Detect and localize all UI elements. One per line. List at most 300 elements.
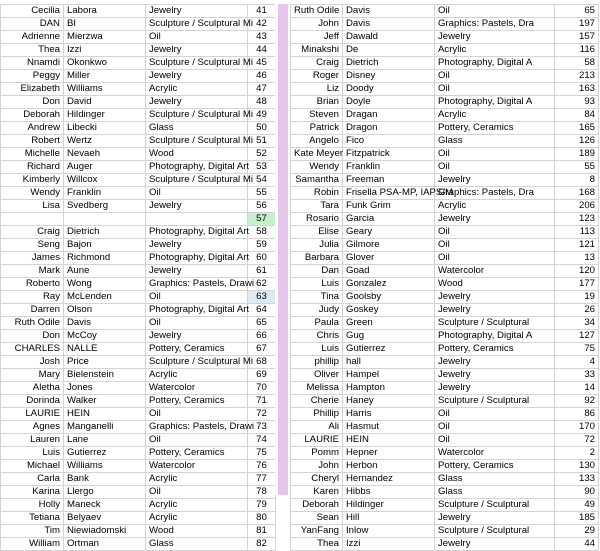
number-cell[interactable]: 213 bbox=[555, 70, 599, 83]
number-cell[interactable]: 63 bbox=[248, 291, 276, 304]
number-cell[interactable]: 65 bbox=[248, 317, 276, 330]
first-name-cell[interactable]: Lauren bbox=[1, 434, 64, 447]
medium-cell[interactable]: Photography, Digital A bbox=[435, 96, 555, 109]
first-name-cell[interactable]: Deborah bbox=[1, 109, 64, 122]
last-name-cell[interactable]: Freeman bbox=[343, 174, 435, 187]
first-name-cell[interactable]: Wendy bbox=[291, 161, 343, 174]
first-name-cell[interactable]: Dan bbox=[291, 265, 343, 278]
medium-cell[interactable]: Oil bbox=[435, 421, 555, 434]
number-cell[interactable]: 4 bbox=[555, 356, 599, 369]
first-name-cell[interactable]: William bbox=[1, 538, 64, 551]
last-name-cell[interactable]: Green bbox=[343, 317, 435, 330]
last-name-cell[interactable]: Inlow bbox=[343, 525, 435, 538]
last-name-cell[interactable]: Gutierrez bbox=[343, 343, 435, 356]
last-name-cell[interactable]: Auger bbox=[64, 161, 146, 174]
last-name-cell[interactable]: Hildinger bbox=[64, 109, 146, 122]
first-name-cell[interactable]: Judy bbox=[291, 304, 343, 317]
number-cell[interactable]: 206 bbox=[555, 200, 599, 213]
medium-cell[interactable]: Jewelry bbox=[146, 330, 248, 343]
medium-cell[interactable]: Sculpture / Sculptural bbox=[435, 525, 555, 538]
first-name-cell[interactable]: Elizabeth bbox=[1, 83, 64, 96]
medium-cell[interactable]: Graphics: Pastels, Drawi bbox=[146, 421, 248, 434]
medium-cell[interactable]: Pottery, Ceramics bbox=[435, 460, 555, 473]
first-name-cell[interactable]: Steven bbox=[291, 109, 343, 122]
last-name-cell[interactable]: Dietrich bbox=[64, 226, 146, 239]
medium-cell[interactable]: Photography, Digital A bbox=[435, 330, 555, 343]
last-name-cell[interactable]: Davis bbox=[64, 317, 146, 330]
last-name-cell[interactable]: Herbon bbox=[343, 460, 435, 473]
medium-cell[interactable]: Jewelry bbox=[146, 70, 248, 83]
medium-cell[interactable]: Graphics: Pastels, Dra bbox=[435, 187, 555, 200]
first-name-cell[interactable]: Wendy bbox=[1, 187, 64, 200]
last-name-cell[interactable]: Funk Grim bbox=[343, 200, 435, 213]
number-cell[interactable]: 50 bbox=[248, 122, 276, 135]
last-name-cell[interactable]: Richmond bbox=[64, 252, 146, 265]
last-name-cell[interactable]: Libecki bbox=[64, 122, 146, 135]
last-name-cell[interactable]: Llergo bbox=[64, 486, 146, 499]
number-cell[interactable]: 130 bbox=[555, 460, 599, 473]
medium-cell[interactable]: Pottery, Ceramics bbox=[146, 343, 248, 356]
medium-cell[interactable]: Pottery, Ceramics bbox=[146, 395, 248, 408]
medium-cell[interactable]: Glass bbox=[435, 486, 555, 499]
number-cell[interactable]: 48 bbox=[248, 96, 276, 109]
last-name-cell[interactable]: Doyle bbox=[343, 96, 435, 109]
last-name-cell[interactable]: Dragan bbox=[343, 109, 435, 122]
medium-cell[interactable]: Oil bbox=[146, 31, 248, 44]
medium-cell[interactable]: Jewelry bbox=[146, 96, 248, 109]
number-cell[interactable]: 55 bbox=[248, 187, 276, 200]
last-name-cell[interactable]: Doody bbox=[343, 83, 435, 96]
medium-cell[interactable]: Oil bbox=[146, 434, 248, 447]
first-name-cell[interactable]: Holly bbox=[1, 499, 64, 512]
number-cell[interactable]: 126 bbox=[555, 135, 599, 148]
number-cell[interactable]: 52 bbox=[248, 148, 276, 161]
first-name-cell[interactable]: Adrienne bbox=[1, 31, 64, 44]
first-name-cell[interactable]: Don bbox=[1, 330, 64, 343]
first-name-cell[interactable]: Barbara bbox=[291, 252, 343, 265]
number-cell[interactable]: 133 bbox=[555, 473, 599, 486]
first-name-cell[interactable]: Phillip bbox=[291, 408, 343, 421]
last-name-cell[interactable]: Mierzwa bbox=[64, 31, 146, 44]
first-name-cell[interactable]: Robert bbox=[1, 135, 64, 148]
medium-cell[interactable]: Oil bbox=[435, 5, 555, 18]
medium-cell[interactable]: Photography, Digital Art bbox=[146, 252, 248, 265]
first-name-cell[interactable]: Tara bbox=[291, 200, 343, 213]
medium-cell[interactable]: Glass bbox=[146, 538, 248, 551]
first-name-cell[interactable]: Rosario bbox=[291, 213, 343, 226]
number-cell[interactable]: 19 bbox=[555, 291, 599, 304]
first-name-cell[interactable]: YanFang bbox=[291, 525, 343, 538]
first-name-cell[interactable]: Mary bbox=[1, 369, 64, 382]
number-cell[interactable]: 54 bbox=[248, 174, 276, 187]
number-cell[interactable]: 67 bbox=[248, 343, 276, 356]
number-cell[interactable]: 59 bbox=[248, 239, 276, 252]
medium-cell[interactable]: Photography, Digital Art bbox=[146, 304, 248, 317]
last-name-cell[interactable]: McCoy bbox=[64, 330, 146, 343]
medium-cell[interactable]: Acrylic bbox=[435, 109, 555, 122]
medium-cell[interactable]: Oil bbox=[146, 408, 248, 421]
medium-cell[interactable]: Jewelry bbox=[435, 174, 555, 187]
number-cell[interactable]: 170 bbox=[555, 421, 599, 434]
last-name-cell[interactable]: David bbox=[64, 96, 146, 109]
number-cell[interactable]: 81 bbox=[248, 525, 276, 538]
number-cell[interactable]: 74 bbox=[248, 434, 276, 447]
number-cell[interactable]: 33 bbox=[555, 369, 599, 382]
number-cell[interactable]: 121 bbox=[555, 239, 599, 252]
number-cell[interactable]: 42 bbox=[248, 18, 276, 31]
number-cell[interactable]: 76 bbox=[248, 460, 276, 473]
number-cell[interactable]: 93 bbox=[555, 96, 599, 109]
medium-cell[interactable]: Wood bbox=[146, 148, 248, 161]
number-cell[interactable]: 69 bbox=[248, 369, 276, 382]
last-name-cell[interactable]: Okonkwo bbox=[64, 57, 146, 70]
last-name-cell[interactable]: Franklin bbox=[343, 161, 435, 174]
first-name-cell[interactable]: Liz bbox=[291, 83, 343, 96]
first-name-cell[interactable]: Tetiana bbox=[1, 512, 64, 525]
first-name-cell[interactable]: DAN bbox=[1, 18, 64, 31]
number-cell[interactable]: 26 bbox=[555, 304, 599, 317]
medium-cell[interactable]: Jewelry bbox=[435, 291, 555, 304]
first-name-cell[interactable]: Deborah bbox=[291, 499, 343, 512]
last-name-cell[interactable]: Gutierrez bbox=[64, 447, 146, 460]
medium-cell[interactable] bbox=[146, 213, 248, 226]
medium-cell[interactable]: Wood bbox=[146, 525, 248, 538]
medium-cell[interactable]: Oil bbox=[435, 70, 555, 83]
medium-cell[interactable]: Glass bbox=[146, 122, 248, 135]
number-cell[interactable]: 49 bbox=[555, 499, 599, 512]
number-cell[interactable]: 168 bbox=[555, 187, 599, 200]
first-name-cell[interactable]: Karina bbox=[1, 486, 64, 499]
last-name-cell[interactable]: Aune bbox=[64, 265, 146, 278]
number-cell[interactable]: 72 bbox=[555, 434, 599, 447]
number-cell[interactable]: 77 bbox=[248, 473, 276, 486]
medium-cell[interactable]: Oil bbox=[435, 252, 555, 265]
last-name-cell[interactable]: Hepner bbox=[343, 447, 435, 460]
first-name-cell[interactable]: Angelo bbox=[291, 135, 343, 148]
medium-cell[interactable]: Acrylic bbox=[146, 473, 248, 486]
first-name-cell[interactable]: Ruth Odile bbox=[291, 5, 343, 18]
first-name-cell[interactable]: Agnes bbox=[1, 421, 64, 434]
last-name-cell[interactable]: HEIN bbox=[343, 434, 435, 447]
number-cell[interactable]: 123 bbox=[555, 213, 599, 226]
last-name-cell[interactable]: Dietrich bbox=[343, 57, 435, 70]
last-name-cell[interactable]: Hampel bbox=[343, 369, 435, 382]
number-cell[interactable]: 60 bbox=[248, 252, 276, 265]
last-name-cell[interactable]: Svedberg bbox=[64, 200, 146, 213]
last-name-cell[interactable]: Goskey bbox=[343, 304, 435, 317]
medium-cell[interactable]: Watercolor bbox=[146, 382, 248, 395]
medium-cell[interactable]: Sculpture / Sculptural bbox=[435, 499, 555, 512]
number-cell[interactable]: 49 bbox=[248, 109, 276, 122]
last-name-cell[interactable]: Ortman bbox=[64, 538, 146, 551]
medium-cell[interactable]: Graphics: Pastels, Dra bbox=[435, 18, 555, 31]
last-name-cell[interactable]: Maneck bbox=[64, 499, 146, 512]
last-name-cell[interactable]: Franklin bbox=[64, 187, 146, 200]
first-name-cell[interactable]: Elise bbox=[291, 226, 343, 239]
medium-cell[interactable]: Watercolor bbox=[146, 460, 248, 473]
number-cell[interactable]: 177 bbox=[555, 278, 599, 291]
medium-cell[interactable]: Jewelry bbox=[146, 239, 248, 252]
medium-cell[interactable]: Glass bbox=[435, 135, 555, 148]
number-cell[interactable]: 90 bbox=[555, 486, 599, 499]
last-name-cell[interactable]: Dragon bbox=[343, 122, 435, 135]
first-name-cell[interactable]: Roger bbox=[291, 70, 343, 83]
last-name-cell[interactable]: Lane bbox=[64, 434, 146, 447]
medium-cell[interactable]: Jewelry bbox=[146, 265, 248, 278]
last-name-cell[interactable]: Miller bbox=[64, 70, 146, 83]
first-name-cell[interactable]: Roberto bbox=[1, 278, 64, 291]
last-name-cell[interactable]: Izzi bbox=[343, 538, 435, 551]
first-name-cell[interactable]: Richard bbox=[1, 161, 64, 174]
medium-cell[interactable]: Acrylic bbox=[435, 200, 555, 213]
first-name-cell[interactable]: Jeff bbox=[291, 31, 343, 44]
number-cell[interactable]: 44 bbox=[555, 538, 599, 551]
first-name-cell[interactable]: Lisa bbox=[1, 200, 64, 213]
last-name-cell[interactable]: Wertz bbox=[64, 135, 146, 148]
number-cell[interactable]: 70 bbox=[248, 382, 276, 395]
number-cell[interactable]: 189 bbox=[555, 148, 599, 161]
number-cell[interactable]: 75 bbox=[555, 343, 599, 356]
first-name-cell[interactable]: Cheryl bbox=[291, 473, 343, 486]
medium-cell[interactable]: Acrylic bbox=[146, 499, 248, 512]
first-name-cell[interactable]: Kimberly bbox=[1, 174, 64, 187]
first-name-cell[interactable]: Pomm bbox=[291, 447, 343, 460]
number-cell[interactable]: 71 bbox=[248, 395, 276, 408]
medium-cell[interactable]: Pottery, Ceramics bbox=[435, 343, 555, 356]
number-cell[interactable]: 72 bbox=[248, 408, 276, 421]
medium-cell[interactable]: Sculpture / Sculptural bbox=[435, 395, 555, 408]
medium-cell[interactable]: Wood bbox=[435, 278, 555, 291]
medium-cell[interactable]: Sculpture / Sculptural Mi bbox=[146, 57, 248, 70]
last-name-cell[interactable]: Willcox bbox=[64, 174, 146, 187]
number-cell[interactable]: 127 bbox=[555, 330, 599, 343]
number-cell[interactable]: 163 bbox=[555, 83, 599, 96]
last-name-cell[interactable]: Harris bbox=[343, 408, 435, 421]
medium-cell[interactable]: Jewelry bbox=[435, 538, 555, 551]
number-cell[interactable]: 14 bbox=[555, 382, 599, 395]
medium-cell[interactable]: Jewelry bbox=[435, 382, 555, 395]
number-cell[interactable]: 13 bbox=[555, 252, 599, 265]
first-name-cell[interactable]: Minakshi bbox=[291, 44, 343, 57]
first-name-cell[interactable]: Darren bbox=[1, 304, 64, 317]
number-cell[interactable]: 165 bbox=[555, 122, 599, 135]
medium-cell[interactable]: Oil bbox=[435, 408, 555, 421]
number-cell[interactable]: 58 bbox=[248, 226, 276, 239]
first-name-cell[interactable]: Josh bbox=[1, 356, 64, 369]
last-name-cell[interactable]: Wong bbox=[64, 278, 146, 291]
first-name-cell[interactable]: John bbox=[291, 18, 343, 31]
medium-cell[interactable]: Pottery, Ceramics bbox=[146, 447, 248, 460]
number-cell[interactable]: 197 bbox=[555, 18, 599, 31]
first-name-cell[interactable]: James bbox=[1, 252, 64, 265]
medium-cell[interactable]: Jewelry bbox=[435, 356, 555, 369]
last-name-cell[interactable]: Price bbox=[64, 356, 146, 369]
number-cell[interactable]: 8 bbox=[555, 174, 599, 187]
number-cell[interactable]: 44 bbox=[248, 44, 276, 57]
first-name-cell[interactable]: Tina bbox=[291, 291, 343, 304]
last-name-cell[interactable]: Gonzalez bbox=[343, 278, 435, 291]
last-name-cell[interactable]: Hernandez bbox=[343, 473, 435, 486]
first-name-cell[interactable]: Andrew bbox=[1, 122, 64, 135]
medium-cell[interactable]: Watercolor bbox=[435, 265, 555, 278]
last-name-cell[interactable]: NALLE bbox=[64, 343, 146, 356]
number-cell[interactable]: 57 bbox=[248, 213, 276, 226]
number-cell[interactable]: 34 bbox=[555, 317, 599, 330]
first-name-cell[interactable]: Dorinda bbox=[1, 395, 64, 408]
last-name-cell[interactable]: HEIN bbox=[64, 408, 146, 421]
number-cell[interactable]: 120 bbox=[555, 265, 599, 278]
last-name-cell[interactable]: Fitzpatrick bbox=[343, 148, 435, 161]
first-name-cell[interactable]: Ruth Odile bbox=[1, 317, 64, 330]
medium-cell[interactable]: Oil bbox=[146, 317, 248, 330]
first-name-cell[interactable]: Chris bbox=[291, 330, 343, 343]
last-name-cell[interactable]: Belyaev bbox=[64, 512, 146, 525]
last-name-cell[interactable]: Hampton bbox=[343, 382, 435, 395]
first-name-cell[interactable]: Nnamdi bbox=[1, 57, 64, 70]
first-name-cell[interactable]: Luis bbox=[291, 343, 343, 356]
number-cell[interactable]: 86 bbox=[555, 408, 599, 421]
medium-cell[interactable]: Oil bbox=[435, 226, 555, 239]
last-name-cell[interactable]: Walker bbox=[64, 395, 146, 408]
number-cell[interactable]: 185 bbox=[555, 512, 599, 525]
first-name-cell[interactable]: Aletha bbox=[1, 382, 64, 395]
medium-cell[interactable]: Sculpture / Sculptural Mi bbox=[146, 356, 248, 369]
number-cell[interactable]: 43 bbox=[248, 31, 276, 44]
last-name-cell[interactable]: hall bbox=[343, 356, 435, 369]
first-name-cell[interactable]: Michelle bbox=[1, 148, 64, 161]
medium-cell[interactable]: Sculpture / Sculptural Mi bbox=[146, 174, 248, 187]
first-name-cell[interactable]: Kate Meyer bbox=[291, 148, 343, 161]
medium-cell[interactable]: Sculpture / Sculptural Mi bbox=[146, 109, 248, 122]
last-name-cell[interactable]: Geary bbox=[343, 226, 435, 239]
number-cell[interactable]: 62 bbox=[248, 278, 276, 291]
medium-cell[interactable]: Watercolor bbox=[435, 447, 555, 460]
number-cell[interactable]: 65 bbox=[555, 5, 599, 18]
last-name-cell[interactable]: Frisella PSA-MP, IAPS/M bbox=[343, 187, 435, 200]
medium-cell[interactable]: Graphics: Pastels, Drawi bbox=[146, 278, 248, 291]
medium-cell[interactable]: Acrylic bbox=[146, 83, 248, 96]
number-cell[interactable]: 61 bbox=[248, 265, 276, 278]
medium-cell[interactable]: Pottery, Ceramics bbox=[435, 122, 555, 135]
last-name-cell[interactable]: Garcia bbox=[343, 213, 435, 226]
first-name-cell[interactable]: Paula bbox=[291, 317, 343, 330]
last-name-cell[interactable]: Glover bbox=[343, 252, 435, 265]
medium-cell[interactable]: Oil bbox=[435, 434, 555, 447]
medium-cell[interactable]: Sculpture / Sculptural bbox=[435, 317, 555, 330]
last-name-cell[interactable]: Bank bbox=[64, 473, 146, 486]
first-name-cell[interactable]: Mark bbox=[1, 265, 64, 278]
first-name-cell[interactable]: Michael bbox=[1, 460, 64, 473]
number-cell[interactable]: 73 bbox=[248, 421, 276, 434]
medium-cell[interactable]: Oil bbox=[435, 239, 555, 252]
last-name-cell[interactable]: Olson bbox=[64, 304, 146, 317]
first-name-cell[interactable]: Cherie bbox=[291, 395, 343, 408]
last-name-cell[interactable]: Williams bbox=[64, 460, 146, 473]
first-name-cell[interactable]: John bbox=[291, 460, 343, 473]
first-name-cell[interactable]: Thea bbox=[291, 538, 343, 551]
last-name-cell[interactable]: Jones bbox=[64, 382, 146, 395]
first-name-cell[interactable]: Craig bbox=[1, 226, 64, 239]
number-cell[interactable]: 29 bbox=[555, 525, 599, 538]
number-cell[interactable]: 113 bbox=[555, 226, 599, 239]
last-name-cell[interactable]: Gilmore bbox=[343, 239, 435, 252]
medium-cell[interactable]: Oil bbox=[146, 291, 248, 304]
last-name-cell[interactable]: Nevaeh bbox=[64, 148, 146, 161]
last-name-cell[interactable]: De bbox=[343, 44, 435, 57]
number-cell[interactable]: 55 bbox=[555, 161, 599, 174]
last-name-cell[interactable]: Bajon bbox=[64, 239, 146, 252]
medium-cell[interactable]: Photography, Digital A bbox=[435, 57, 555, 70]
first-name-cell[interactable]: Oliver bbox=[291, 369, 343, 382]
last-name-cell[interactable]: Izzi bbox=[64, 44, 146, 57]
last-name-cell[interactable]: BI bbox=[64, 18, 146, 31]
medium-cell[interactable]: Sculpture / Sculptural Mi bbox=[146, 18, 248, 31]
last-name-cell[interactable] bbox=[64, 213, 146, 226]
medium-cell[interactable]: Acrylic bbox=[435, 44, 555, 57]
medium-cell[interactable]: Jewelry bbox=[435, 512, 555, 525]
first-name-cell[interactable]: Luis bbox=[291, 278, 343, 291]
medium-cell[interactable]: Jewelry bbox=[435, 369, 555, 382]
first-name-cell[interactable]: Julia bbox=[291, 239, 343, 252]
last-name-cell[interactable]: Gug bbox=[343, 330, 435, 343]
first-name-cell[interactable]: Karen bbox=[291, 486, 343, 499]
last-name-cell[interactable]: Williams bbox=[64, 83, 146, 96]
medium-cell[interactable]: Glass bbox=[435, 473, 555, 486]
first-name-cell[interactable]: Peggy bbox=[1, 70, 64, 83]
medium-cell[interactable]: Jewelry bbox=[435, 31, 555, 44]
medium-cell[interactable]: Oil bbox=[435, 161, 555, 174]
medium-cell[interactable]: Acrylic bbox=[146, 512, 248, 525]
number-cell[interactable]: 46 bbox=[248, 70, 276, 83]
first-name-cell[interactable]: Robin bbox=[291, 187, 343, 200]
number-cell[interactable]: 78 bbox=[248, 486, 276, 499]
number-cell[interactable]: 82 bbox=[248, 538, 276, 551]
last-name-cell[interactable]: Manganelli bbox=[64, 421, 146, 434]
first-name-cell[interactable]: Craig bbox=[291, 57, 343, 70]
last-name-cell[interactable]: Hildinger bbox=[343, 499, 435, 512]
number-cell[interactable]: 66 bbox=[248, 330, 276, 343]
last-name-cell[interactable]: Davis bbox=[343, 5, 435, 18]
number-cell[interactable]: 47 bbox=[248, 83, 276, 96]
first-name-cell[interactable]: Sean bbox=[291, 512, 343, 525]
last-name-cell[interactable]: Fico bbox=[343, 135, 435, 148]
medium-cell[interactable]: Jewelry bbox=[146, 44, 248, 57]
number-cell[interactable]: 45 bbox=[248, 57, 276, 70]
medium-cell[interactable]: Photography, Digital Art bbox=[146, 226, 248, 239]
medium-cell[interactable]: Sculpture / Sculptural Mi bbox=[146, 135, 248, 148]
number-cell[interactable]: 64 bbox=[248, 304, 276, 317]
number-cell[interactable]: 2 bbox=[555, 447, 599, 460]
first-name-cell[interactable]: LAURIE bbox=[291, 434, 343, 447]
first-name-cell[interactable]: LAURIE bbox=[1, 408, 64, 421]
first-name-cell[interactable]: Samantha bbox=[291, 174, 343, 187]
medium-cell[interactable]: Oil bbox=[435, 83, 555, 96]
last-name-cell[interactable]: McLenden bbox=[64, 291, 146, 304]
medium-cell[interactable]: Acrylic bbox=[146, 369, 248, 382]
first-name-cell[interactable] bbox=[1, 213, 64, 226]
number-cell[interactable]: 53 bbox=[248, 161, 276, 174]
number-cell[interactable]: 68 bbox=[248, 356, 276, 369]
number-cell[interactable]: 80 bbox=[248, 512, 276, 525]
medium-cell[interactable]: Jewelry bbox=[146, 200, 248, 213]
first-name-cell[interactable]: Luis bbox=[1, 447, 64, 460]
last-name-cell[interactable]: Goad bbox=[343, 265, 435, 278]
medium-cell[interactable]: Jewelry bbox=[435, 213, 555, 226]
first-name-cell[interactable]: Cecilia bbox=[1, 5, 64, 18]
last-name-cell[interactable]: Hasmut bbox=[343, 421, 435, 434]
number-cell[interactable]: 51 bbox=[248, 135, 276, 148]
number-cell[interactable]: 79 bbox=[248, 499, 276, 512]
